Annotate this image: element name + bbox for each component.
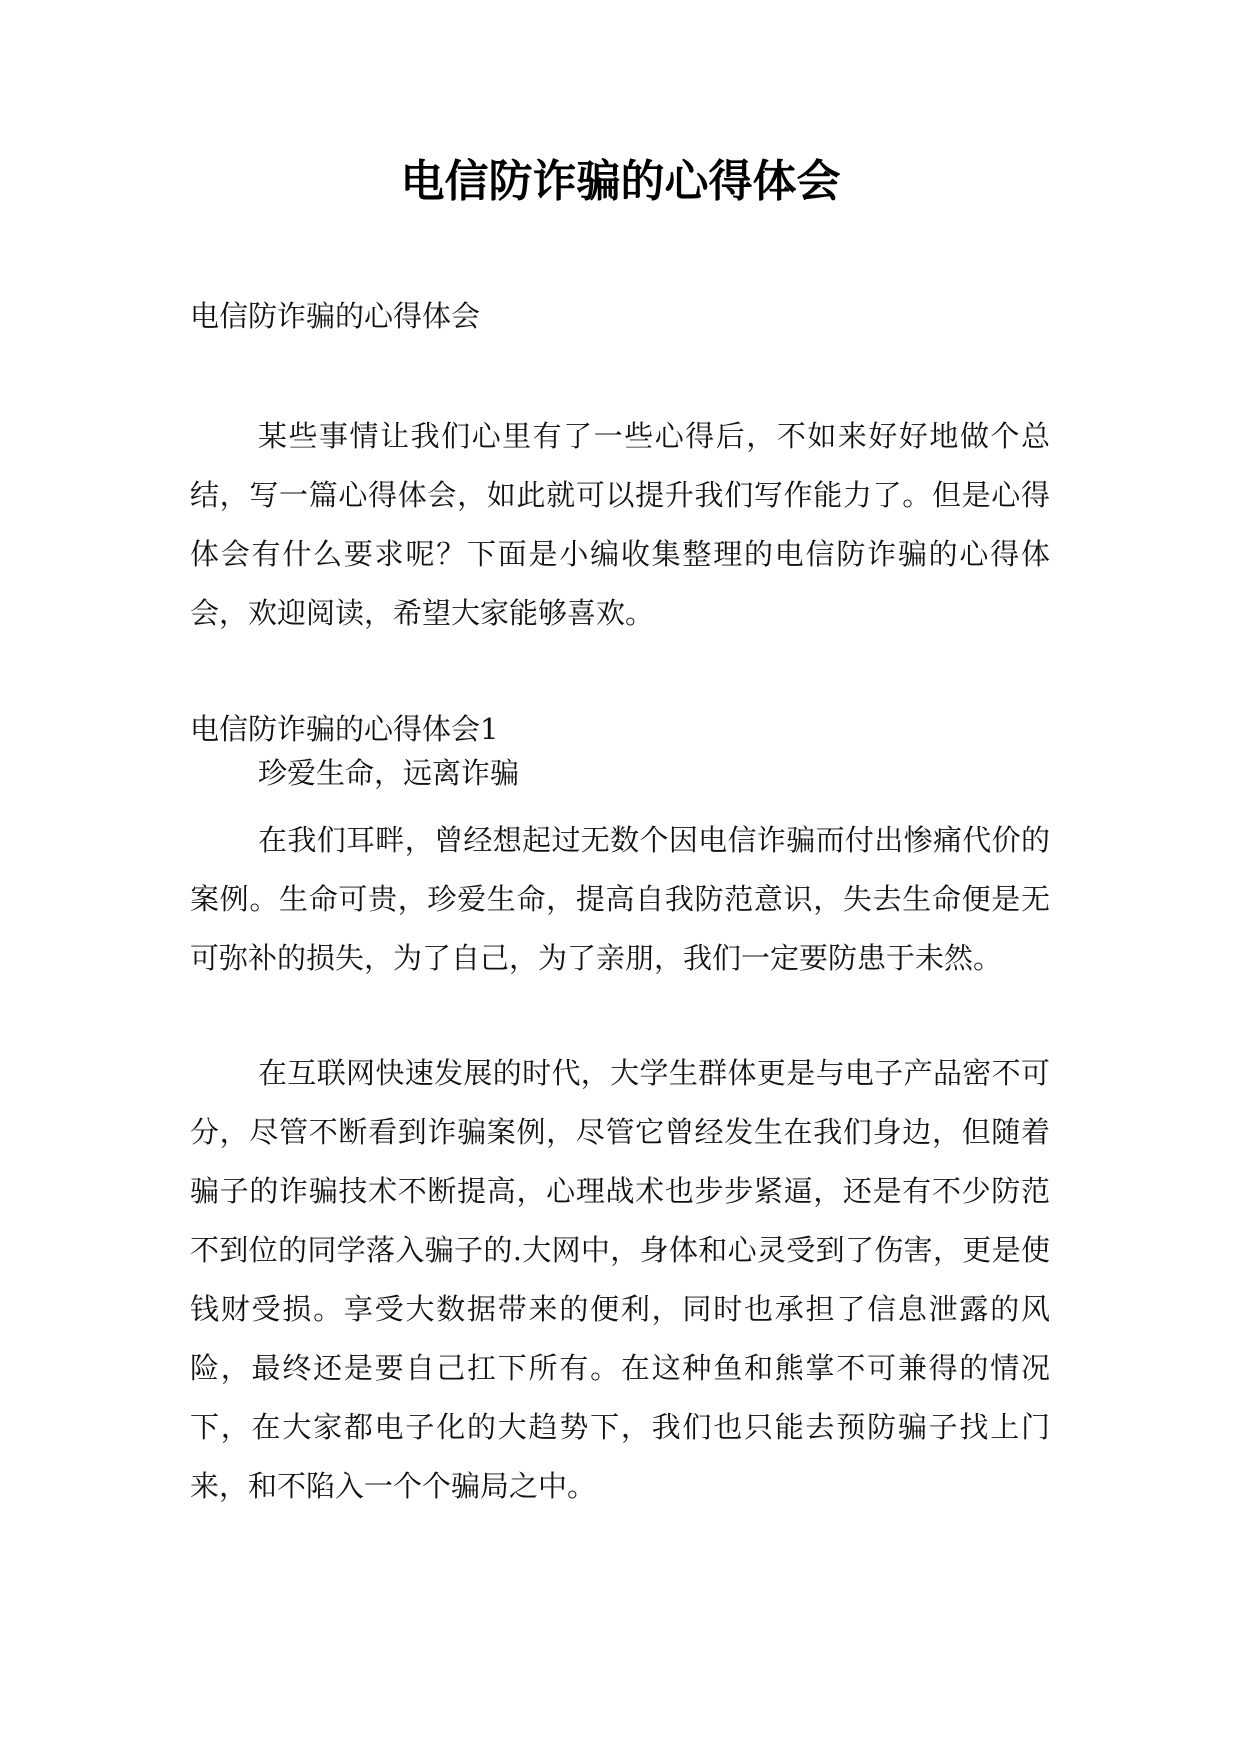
section-heading: 电信防诈骗的心得体会1 xyxy=(190,712,499,746)
page-title: 电信防诈骗的心得体会 xyxy=(400,156,841,207)
body-paragraph: 在我们耳畔，曾经想起过无数个因电信诈骗而付出惨痛代价的案例。生命可贵，珍爱生命，提高自我防范意识，失去生命便是无可弥补的损失，为了自己，为了亲朋，我们一定要防患于未然。 xyxy=(190,823,1050,975)
intro-paragraph: 某些事情让我们心里有了一些心得后，不如来好好地做个总结，写一篇心得体会，如此就可以提升我们写作能力了。但是心得体会有什么要求呢？下面是小编收集整理的电信防诈骗的心得体会，欢迎阅读，希望大家能够喜欢。 xyxy=(190,419,1050,630)
section-motto: 珍爱生命，远离诈骗 xyxy=(258,756,520,790)
body-paragraph: 在互联网快速发展的时代，大学生群体更是与电子产品密不可分，尽管不断看到诈骗案例，尽管它曾经发生在我们身边，但随着骗子的诈骗技术不断提高，心理战术也步步紧逼，还是有不少防范不到位的同学落入骗子的.大网中，身体和心灵受到了伤害，更是使钱财受损。享受大数据带来的便利，同时也承担了信息泄露的风险，最终还是要自己扛下所有。在这种鱼和熊掌不可兼得的情况下，在大家都电子化的大趋势下，我们也只能去预防骗子找上门来，和不陷入一个个骗局之中。 xyxy=(190,1056,1050,1503)
document-subtitle: 电信防诈骗的心得体会 xyxy=(190,299,481,333)
